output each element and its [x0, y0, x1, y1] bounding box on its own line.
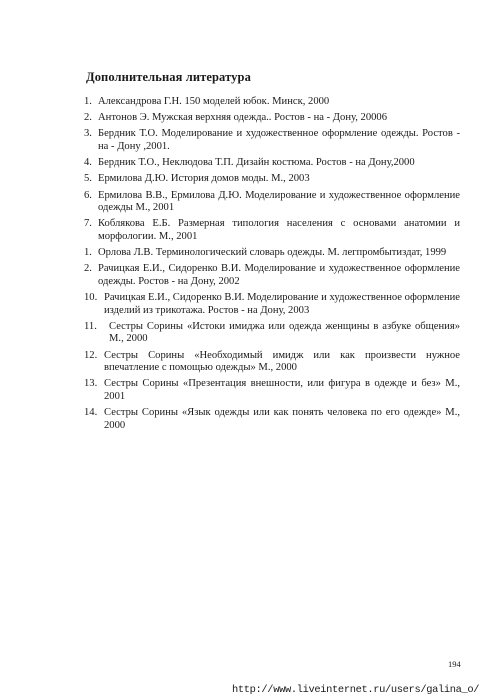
- reference-number: 1.: [84, 96, 92, 107]
- reference-item: [84, 218, 460, 243]
- reference-item: [84, 128, 460, 153]
- reference-number: 4.: [84, 157, 92, 169]
- reference-number: 11.: [84, 320, 97, 332]
- reference-number: 13.: [84, 378, 98, 390]
- reference-number: 2.: [84, 112, 92, 124]
- reference-item: [84, 407, 460, 432]
- reference-number: 2.: [84, 263, 92, 275]
- reference-text: Сестры Сорины «Язык одежды или как понять человека по его одежде» М., 2000: [104, 407, 460, 431]
- reference-item: [84, 247, 460, 260]
- footer-url: http://www.liveinternet.ru/users/galina_o/: [232, 684, 480, 696]
- reference-number: 5.: [84, 173, 92, 185]
- reference-number: 10.: [84, 292, 98, 304]
- reference-text: Бердник Т.О., Неклюдова Т.П. Дизайн костюма. Ростов - на Дону,2000: [98, 157, 415, 169]
- reference-text: Александрова Г.Н. 150 моделей юбок. Минск, 2000: [98, 96, 330, 107]
- reference-item: [84, 292, 460, 317]
- reference-text: Орлова Л.В. Терминологический словарь одежды. М. легпромбытиздат, 1999: [98, 247, 447, 259]
- reference-number: 7.: [84, 218, 92, 230]
- reference-item: [84, 190, 460, 215]
- reference-number: 6.: [84, 189, 92, 201]
- reference-text: Рачицкая Е.И., Сидоренко В.И. Моделирование и художественное оформление изделий из трикотажа. Ростов - на Дону, 2003: [104, 292, 460, 316]
- reference-number: 3.: [84, 128, 92, 140]
- reference-item: [84, 378, 460, 403]
- reference-item: [84, 96, 460, 109]
- page-number: 194: [448, 659, 461, 669]
- reference-number: 14.: [84, 407, 98, 419]
- reference-item: [84, 350, 460, 375]
- reference-text: Бердник Т.О. Моделирование и художественное оформление одежды. Ростов - на - Дону ,2001.: [98, 128, 460, 152]
- reference-number: 1.: [84, 247, 92, 259]
- reference-number: 12.: [84, 349, 98, 361]
- reference-text: Рачицкая Е.И., Сидоренко В.И. Моделирование и художественное оформление одежды. Ростов - на Дону, 2002: [98, 263, 460, 287]
- reference-text: Сестры Сорины «Истоки имиджа или одежда женщины в азбуке общения» М., 2000: [109, 320, 460, 345]
- section-heading: Дополнительная литература: [86, 70, 251, 84]
- reference-text: Сестры Сорины «Презентация внешности, или фигура в одежде и без» М., 2001: [104, 378, 460, 402]
- reference-item: [84, 173, 460, 186]
- reference-text: Ермилова Д.Ю. История домов моды. М., 2003: [98, 173, 310, 185]
- reference-list: [84, 96, 460, 436]
- reference-text: Коблякова Е.Б. Размерная типология населения с основами анатомии и морфологии. М., 2001: [98, 218, 460, 242]
- reference-text: Антонов Э. Мужская верхняя одежда.. Ростов - на - Дону, 20006: [98, 112, 388, 124]
- reference-item: [84, 157, 460, 170]
- reference-item: [84, 321, 460, 346]
- reference-item: [84, 112, 460, 125]
- reference-text: Сестры Сорины «Необходимый имидж или как произвести нужное впечатление с помощью одежды» М., 2000: [104, 349, 460, 374]
- reference-item: [84, 263, 460, 288]
- reference-text: Ермилова В.В., Ермилова Д.Ю. Моделирование и художественное оформление одежды М., 2001: [98, 189, 460, 214]
